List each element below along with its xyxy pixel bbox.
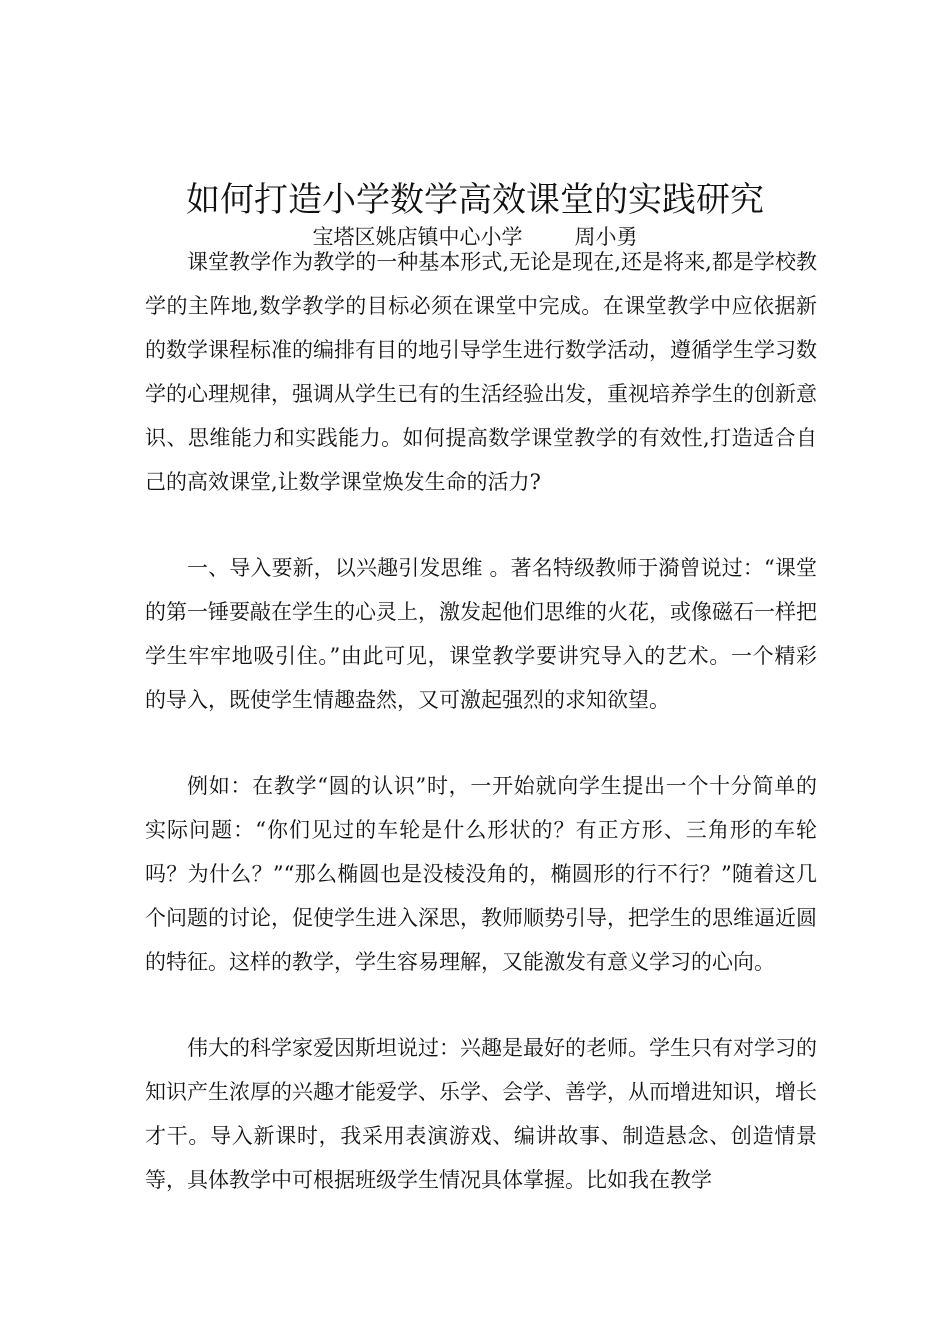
paragraph-interest: 伟大的科学家爱因斯坦说过：兴趣是最好的老师。学生只有对学习的知识产生浓厚的兴趣才能爱学、乐学、会学、善学，从而增进知识，增长才干。导入新课时，我采用表演游戏、编讲故事、制造悬念、创造情景等，具体教学中可根据班级学生情况具体掌握。比如我在教学 [145, 1036, 817, 1192]
paragraph-section-one: 一、导入要新，以兴趣引发思维 。著名特级教师于漪曾说过：“课堂的第一锤要敲在学生的心灵上，激发起他们思维的火花，或像磁石一样把学生牢牢地吸引住。”由此可见，课堂教学要讲究导入的艺术。一个精彩的导入，既使学生情趣盎然，又可激起强烈的求知欲望。 [145, 556, 817, 712]
author-name: 周小勇 [574, 225, 638, 249]
school-name: 宝塔区姚店镇中心小学 [312, 225, 523, 249]
paragraph-intro: 课堂教学作为教学的一种基本形式,无论是现在,还是将来,都是学校教学的主阵地,数学教学的目标必须在课堂中完成。在课堂教学中应依据新的数学课程标准的编排有目的地引导学生进行数学活动，遵循学生学习数学的心理规律，强调从学生已有的生活经验出发，重视培养学生的创新意识、思维能力和实践能力。如何提高数学课堂教学的有效性,打造适合自己的高效课堂,让数学课堂焕发生命的活力? [145, 250, 817, 494]
paragraph-example: 例如：在教学“圆的认识”时，一开始就向学生提出一个十分简单的实际问题：“你们见过的车轮是什么形状的？有正方形、三角形的车轮吗？为什么？”“那么椭圆也是没棱没角的，椭圆形的行不行？”随着这几个问题的讨论，促使学生进入深思，教师顺势引导，把学生的思维逼近圆的特征。这样的教学，学生容易理解，又能激发有意义学习的心向。 [145, 774, 817, 974]
document-title: 如何打造小学数学高效课堂的实践研究 [186, 180, 764, 220]
